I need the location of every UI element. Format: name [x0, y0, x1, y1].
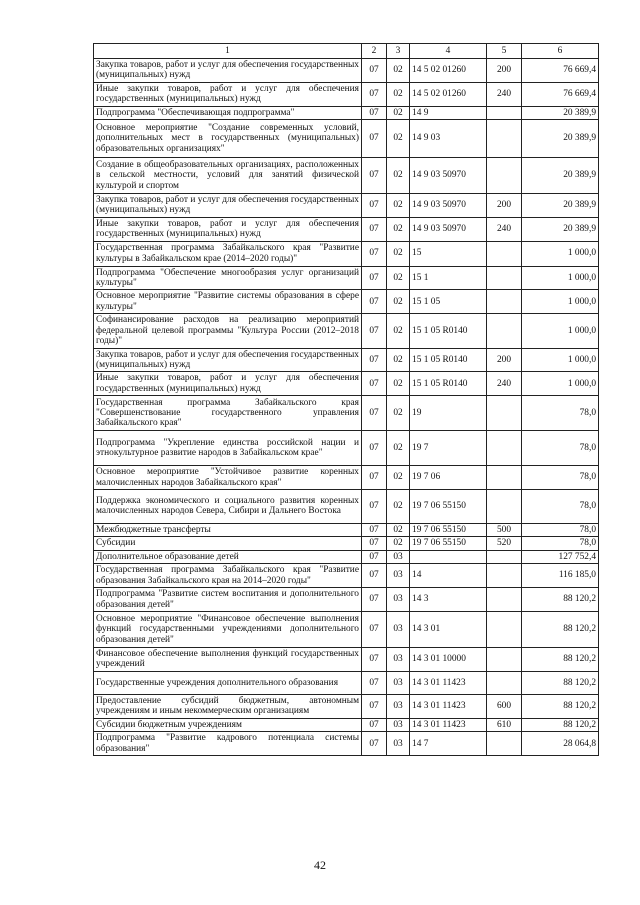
table-body	[94, 44, 599, 756]
section-cell: 07	[362, 718, 387, 731]
amount-cell: 20 389,9	[522, 106, 599, 119]
subsection-cell: 02	[387, 372, 410, 396]
target-article-cell: 14 9 03 50970	[410, 194, 487, 218]
section-cell: 07	[362, 82, 387, 106]
table-row	[94, 372, 599, 396]
table-row	[94, 694, 599, 718]
target-article-cell: 14 5 02 01260	[410, 59, 487, 83]
amount-cell: 1 000,0	[522, 241, 599, 266]
subsection-cell: 02	[387, 290, 410, 314]
subsection-cell: 03	[387, 671, 410, 694]
subsection-cell: 02	[387, 537, 410, 550]
amount-cell: 76 669,4	[522, 82, 599, 106]
header-row	[94, 44, 599, 59]
header-cell: 4	[410, 44, 487, 59]
table-row	[94, 466, 599, 490]
expense-type-cell	[487, 489, 522, 523]
name-cell: Поддержка экономического и социального развития коренных малочисленных народов Севера, Сибири и Дальнего Востока	[94, 489, 362, 523]
table-row	[94, 59, 599, 83]
table-row	[94, 732, 599, 756]
target-article-cell: 19 7 06 55150	[410, 537, 487, 550]
amount-cell: 78,0	[522, 537, 599, 550]
table-row	[94, 671, 599, 694]
section-cell: 07	[362, 523, 387, 536]
expense-type-cell	[487, 106, 522, 119]
name-cell: Государственная программа Забайкальского края "Развитие культуры в Забайкальском крае (2014–2020 годы)"	[94, 241, 362, 266]
table-row	[94, 266, 599, 290]
table-row	[94, 431, 599, 466]
amount-cell: 20 389,9	[522, 158, 599, 194]
subsection-cell: 02	[387, 241, 410, 266]
target-article-cell: 19 7	[410, 431, 487, 466]
expense-type-cell: 200	[487, 348, 522, 372]
subsection-cell: 03	[387, 732, 410, 756]
section-cell: 07	[362, 290, 387, 314]
target-article-cell: 14 3 01 11423	[410, 671, 487, 694]
name-cell: Иные закупки товаров, работ и услуг для обеспечения государственных (муниципальных) нужд	[94, 372, 362, 396]
section-cell: 07	[362, 241, 387, 266]
expense-type-cell	[487, 647, 522, 671]
name-cell: Создание в общеобразовательных организациях, расположенных в сельской местности, условий для занятий физической культурой и спортом	[94, 158, 362, 194]
header-cell: 6	[522, 44, 599, 59]
expense-type-cell: 240	[487, 372, 522, 396]
expense-type-cell	[487, 431, 522, 466]
subsection-cell: 03	[387, 718, 410, 731]
target-article-cell: 15 1 05 R0140	[410, 314, 487, 348]
name-cell: Финансовое обеспечение выполнения функций государственных учреждений	[94, 647, 362, 671]
expense-type-cell: 600	[487, 694, 522, 718]
expense-type-cell: 240	[487, 82, 522, 106]
subsection-cell: 02	[387, 489, 410, 523]
name-cell: Субсидии	[94, 537, 362, 550]
expense-type-cell	[487, 466, 522, 490]
name-cell: Государственные учреждения дополнительного образования	[94, 671, 362, 694]
amount-cell: 1 000,0	[522, 266, 599, 290]
subsection-cell: 02	[387, 348, 410, 372]
name-cell: Иные закупки товаров, работ и услуг для обеспечения государственных (муниципальных) нужд	[94, 82, 362, 106]
subsection-cell: 03	[387, 611, 410, 647]
table-row	[94, 396, 599, 431]
section-cell: 07	[362, 732, 387, 756]
section-cell: 07	[362, 266, 387, 290]
name-cell: Закупка товаров, работ и услуг для обеспечения государственных (муниципальных) нужд	[94, 59, 362, 83]
expense-type-cell	[487, 266, 522, 290]
target-article-cell: 14 7	[410, 732, 487, 756]
expense-type-cell	[487, 564, 522, 588]
expense-type-cell	[487, 158, 522, 194]
target-article-cell: 15 1	[410, 266, 487, 290]
amount-cell: 78,0	[522, 431, 599, 466]
expense-type-cell: 200	[487, 59, 522, 83]
target-article-cell: 14 9 03 50970	[410, 158, 487, 194]
section-cell: 07	[362, 158, 387, 194]
table-row	[94, 611, 599, 647]
expense-type-cell	[487, 314, 522, 348]
table-row	[94, 348, 599, 372]
name-cell: Иные закупки товаров, работ и услуг для обеспечения государственных (муниципальных) нужд	[94, 217, 362, 241]
amount-cell: 1 000,0	[522, 314, 599, 348]
target-article-cell: 14	[410, 564, 487, 588]
section-cell: 07	[362, 217, 387, 241]
name-cell: Основное мероприятие "Создание современных условий, дополнительных мест в государственных (муниципальных) образовательных организациях"	[94, 120, 362, 158]
section-cell: 07	[362, 647, 387, 671]
name-cell: Государственная программа Забайкальского края "Совершенствование государственного управления Забайкальского края"	[94, 396, 362, 431]
subsection-cell: 03	[387, 564, 410, 588]
name-cell: Предоставление субсидий бюджетным, автономным учреждениям и иным некоммерческим организациям	[94, 694, 362, 718]
section-cell: 07	[362, 348, 387, 372]
amount-cell: 88 120,2	[522, 611, 599, 647]
table-row	[94, 564, 599, 588]
name-cell: Дополнительное образование детей	[94, 550, 362, 563]
subsection-cell: 02	[387, 431, 410, 466]
expense-type-cell	[487, 120, 522, 158]
expense-type-cell	[487, 611, 522, 647]
table-row	[94, 241, 599, 266]
table-row	[94, 314, 599, 348]
target-article-cell: 14 9 03 50970	[410, 217, 487, 241]
budget-table	[93, 43, 599, 756]
target-article-cell	[410, 550, 487, 563]
amount-cell: 20 389,9	[522, 217, 599, 241]
target-article-cell: 14 9	[410, 106, 487, 119]
target-article-cell: 14 3 01 10000	[410, 647, 487, 671]
section-cell: 07	[362, 588, 387, 612]
name-cell: Подпрограмма "Обеспечивающая подпрограмма"	[94, 106, 362, 119]
amount-cell: 78,0	[522, 523, 599, 536]
section-cell: 07	[362, 550, 387, 563]
expense-type-cell	[487, 396, 522, 431]
name-cell: Софинансирование расходов на реализацию мероприятий федеральной целевой программы "Культура России (2012–2018 годы)"	[94, 314, 362, 348]
amount-cell: 78,0	[522, 466, 599, 490]
name-cell: Государственная программа Забайкальского края "Развитие образования Забайкальского края на 2014–2020 годы"	[94, 564, 362, 588]
amount-cell: 1 000,0	[522, 348, 599, 372]
amount-cell: 76 669,4	[522, 59, 599, 83]
table-row	[94, 158, 599, 194]
name-cell: Закупка товаров, работ и услуг для обеспечения государственных (муниципальных) нужд	[94, 348, 362, 372]
name-cell: Межбюджетные трансферты	[94, 523, 362, 536]
amount-cell: 127 752,4	[522, 550, 599, 563]
header-cell: 2	[362, 44, 387, 59]
subsection-cell: 02	[387, 82, 410, 106]
section-cell: 07	[362, 564, 387, 588]
header-cell: 3	[387, 44, 410, 59]
name-cell: Подпрограмма "Обеспечение многообразия услуг организаций культуры"	[94, 266, 362, 290]
amount-cell: 88 120,2	[522, 718, 599, 731]
section-cell: 07	[362, 671, 387, 694]
expense-type-cell	[487, 732, 522, 756]
section-cell: 07	[362, 489, 387, 523]
amount-cell: 88 120,2	[522, 671, 599, 694]
table-row	[94, 647, 599, 671]
name-cell: Подпрограмма "Укрепление единства российской нации и этнокультурное развитие народов в Забайкальском крае"	[94, 431, 362, 466]
target-article-cell: 19 7 06 55150	[410, 489, 487, 523]
page-number: 42	[314, 858, 326, 872]
header-cell: 1	[94, 44, 362, 59]
section-cell: 07	[362, 694, 387, 718]
amount-cell: 20 389,9	[522, 194, 599, 218]
table-row	[94, 82, 599, 106]
target-article-cell: 15 1 05	[410, 290, 487, 314]
section-cell: 07	[362, 372, 387, 396]
subsection-cell: 02	[387, 523, 410, 536]
section-cell: 07	[362, 396, 387, 431]
target-article-cell: 14 3	[410, 588, 487, 612]
section-cell: 07	[362, 611, 387, 647]
subsection-cell: 02	[387, 266, 410, 290]
subsection-cell: 02	[387, 59, 410, 83]
name-cell: Закупка товаров, работ и услуг для обеспечения государственных (муниципальных) нужд	[94, 194, 362, 218]
target-article-cell: 14 9 03	[410, 120, 487, 158]
section-cell: 07	[362, 537, 387, 550]
expense-type-cell: 520	[487, 537, 522, 550]
subsection-cell: 02	[387, 120, 410, 158]
subsection-cell: 03	[387, 588, 410, 612]
name-cell: Подпрограмма "Развитие кадрового потенциала системы образования"	[94, 732, 362, 756]
target-article-cell: 15	[410, 241, 487, 266]
table-row	[94, 537, 599, 550]
subsection-cell: 02	[387, 158, 410, 194]
amount-cell: 1 000,0	[522, 290, 599, 314]
table-row	[94, 588, 599, 612]
subsection-cell: 03	[387, 694, 410, 718]
amount-cell: 116 185,0	[522, 564, 599, 588]
amount-cell: 88 120,2	[522, 588, 599, 612]
subsection-cell: 02	[387, 466, 410, 490]
section-cell: 07	[362, 314, 387, 348]
amount-cell: 88 120,2	[522, 647, 599, 671]
expense-type-cell: 240	[487, 217, 522, 241]
name-cell: Основное мероприятие "Устойчивое развитие коренных малочисленных народов Забайкальского края"	[94, 466, 362, 490]
expense-type-cell: 610	[487, 718, 522, 731]
subsection-cell: 03	[387, 550, 410, 563]
name-cell: Субсидии бюджетным учреждениям	[94, 718, 362, 731]
target-article-cell: 14 3 01 11423	[410, 694, 487, 718]
expense-type-cell: 500	[487, 523, 522, 536]
amount-cell: 78,0	[522, 489, 599, 523]
target-article-cell: 15 1 05 R0140	[410, 348, 487, 372]
table-row	[94, 106, 599, 119]
subsection-cell: 02	[387, 217, 410, 241]
amount-cell: 88 120,2	[522, 694, 599, 718]
expense-type-cell	[487, 588, 522, 612]
section-cell: 07	[362, 106, 387, 119]
subsection-cell: 02	[387, 314, 410, 348]
section-cell: 07	[362, 194, 387, 218]
target-article-cell: 19 7 06	[410, 466, 487, 490]
amount-cell: 28 064,8	[522, 732, 599, 756]
table-row	[94, 290, 599, 314]
table-row	[94, 194, 599, 218]
expense-type-cell	[487, 671, 522, 694]
amount-cell: 1 000,0	[522, 372, 599, 396]
table-row	[94, 550, 599, 563]
target-article-cell: 19	[410, 396, 487, 431]
target-article-cell: 14 3 01	[410, 611, 487, 647]
name-cell: Основное мероприятие "Финансовое обеспечение выполнения функций государственными учреждениями дополнительного образования детей"	[94, 611, 362, 647]
section-cell: 07	[362, 466, 387, 490]
name-cell: Основное мероприятие "Развитие системы образования в сфере культуры"	[94, 290, 362, 314]
target-article-cell: 19 7 06 55150	[410, 523, 487, 536]
amount-cell: 20 389,9	[522, 120, 599, 158]
table-row	[94, 120, 599, 158]
subsection-cell: 03	[387, 647, 410, 671]
table-row	[94, 489, 599, 523]
subsection-cell: 02	[387, 194, 410, 218]
table-row	[94, 217, 599, 241]
header-cell: 5	[487, 44, 522, 59]
table-row	[94, 523, 599, 536]
amount-cell: 78,0	[522, 396, 599, 431]
expense-type-cell	[487, 241, 522, 266]
subsection-cell: 02	[387, 106, 410, 119]
section-cell: 07	[362, 120, 387, 158]
target-article-cell: 14 3 01 11423	[410, 718, 487, 731]
subsection-cell: 02	[387, 396, 410, 431]
table-row	[94, 718, 599, 731]
expense-type-cell: 200	[487, 194, 522, 218]
section-cell: 07	[362, 431, 387, 466]
name-cell: Подпрограмма "Развитие систем воспитания и дополнительного образования детей"	[94, 588, 362, 612]
target-article-cell: 14 5 02 01260	[410, 82, 487, 106]
expense-type-cell	[487, 550, 522, 563]
target-article-cell: 15 1 05 R0140	[410, 372, 487, 396]
expense-type-cell	[487, 290, 522, 314]
section-cell: 07	[362, 59, 387, 83]
